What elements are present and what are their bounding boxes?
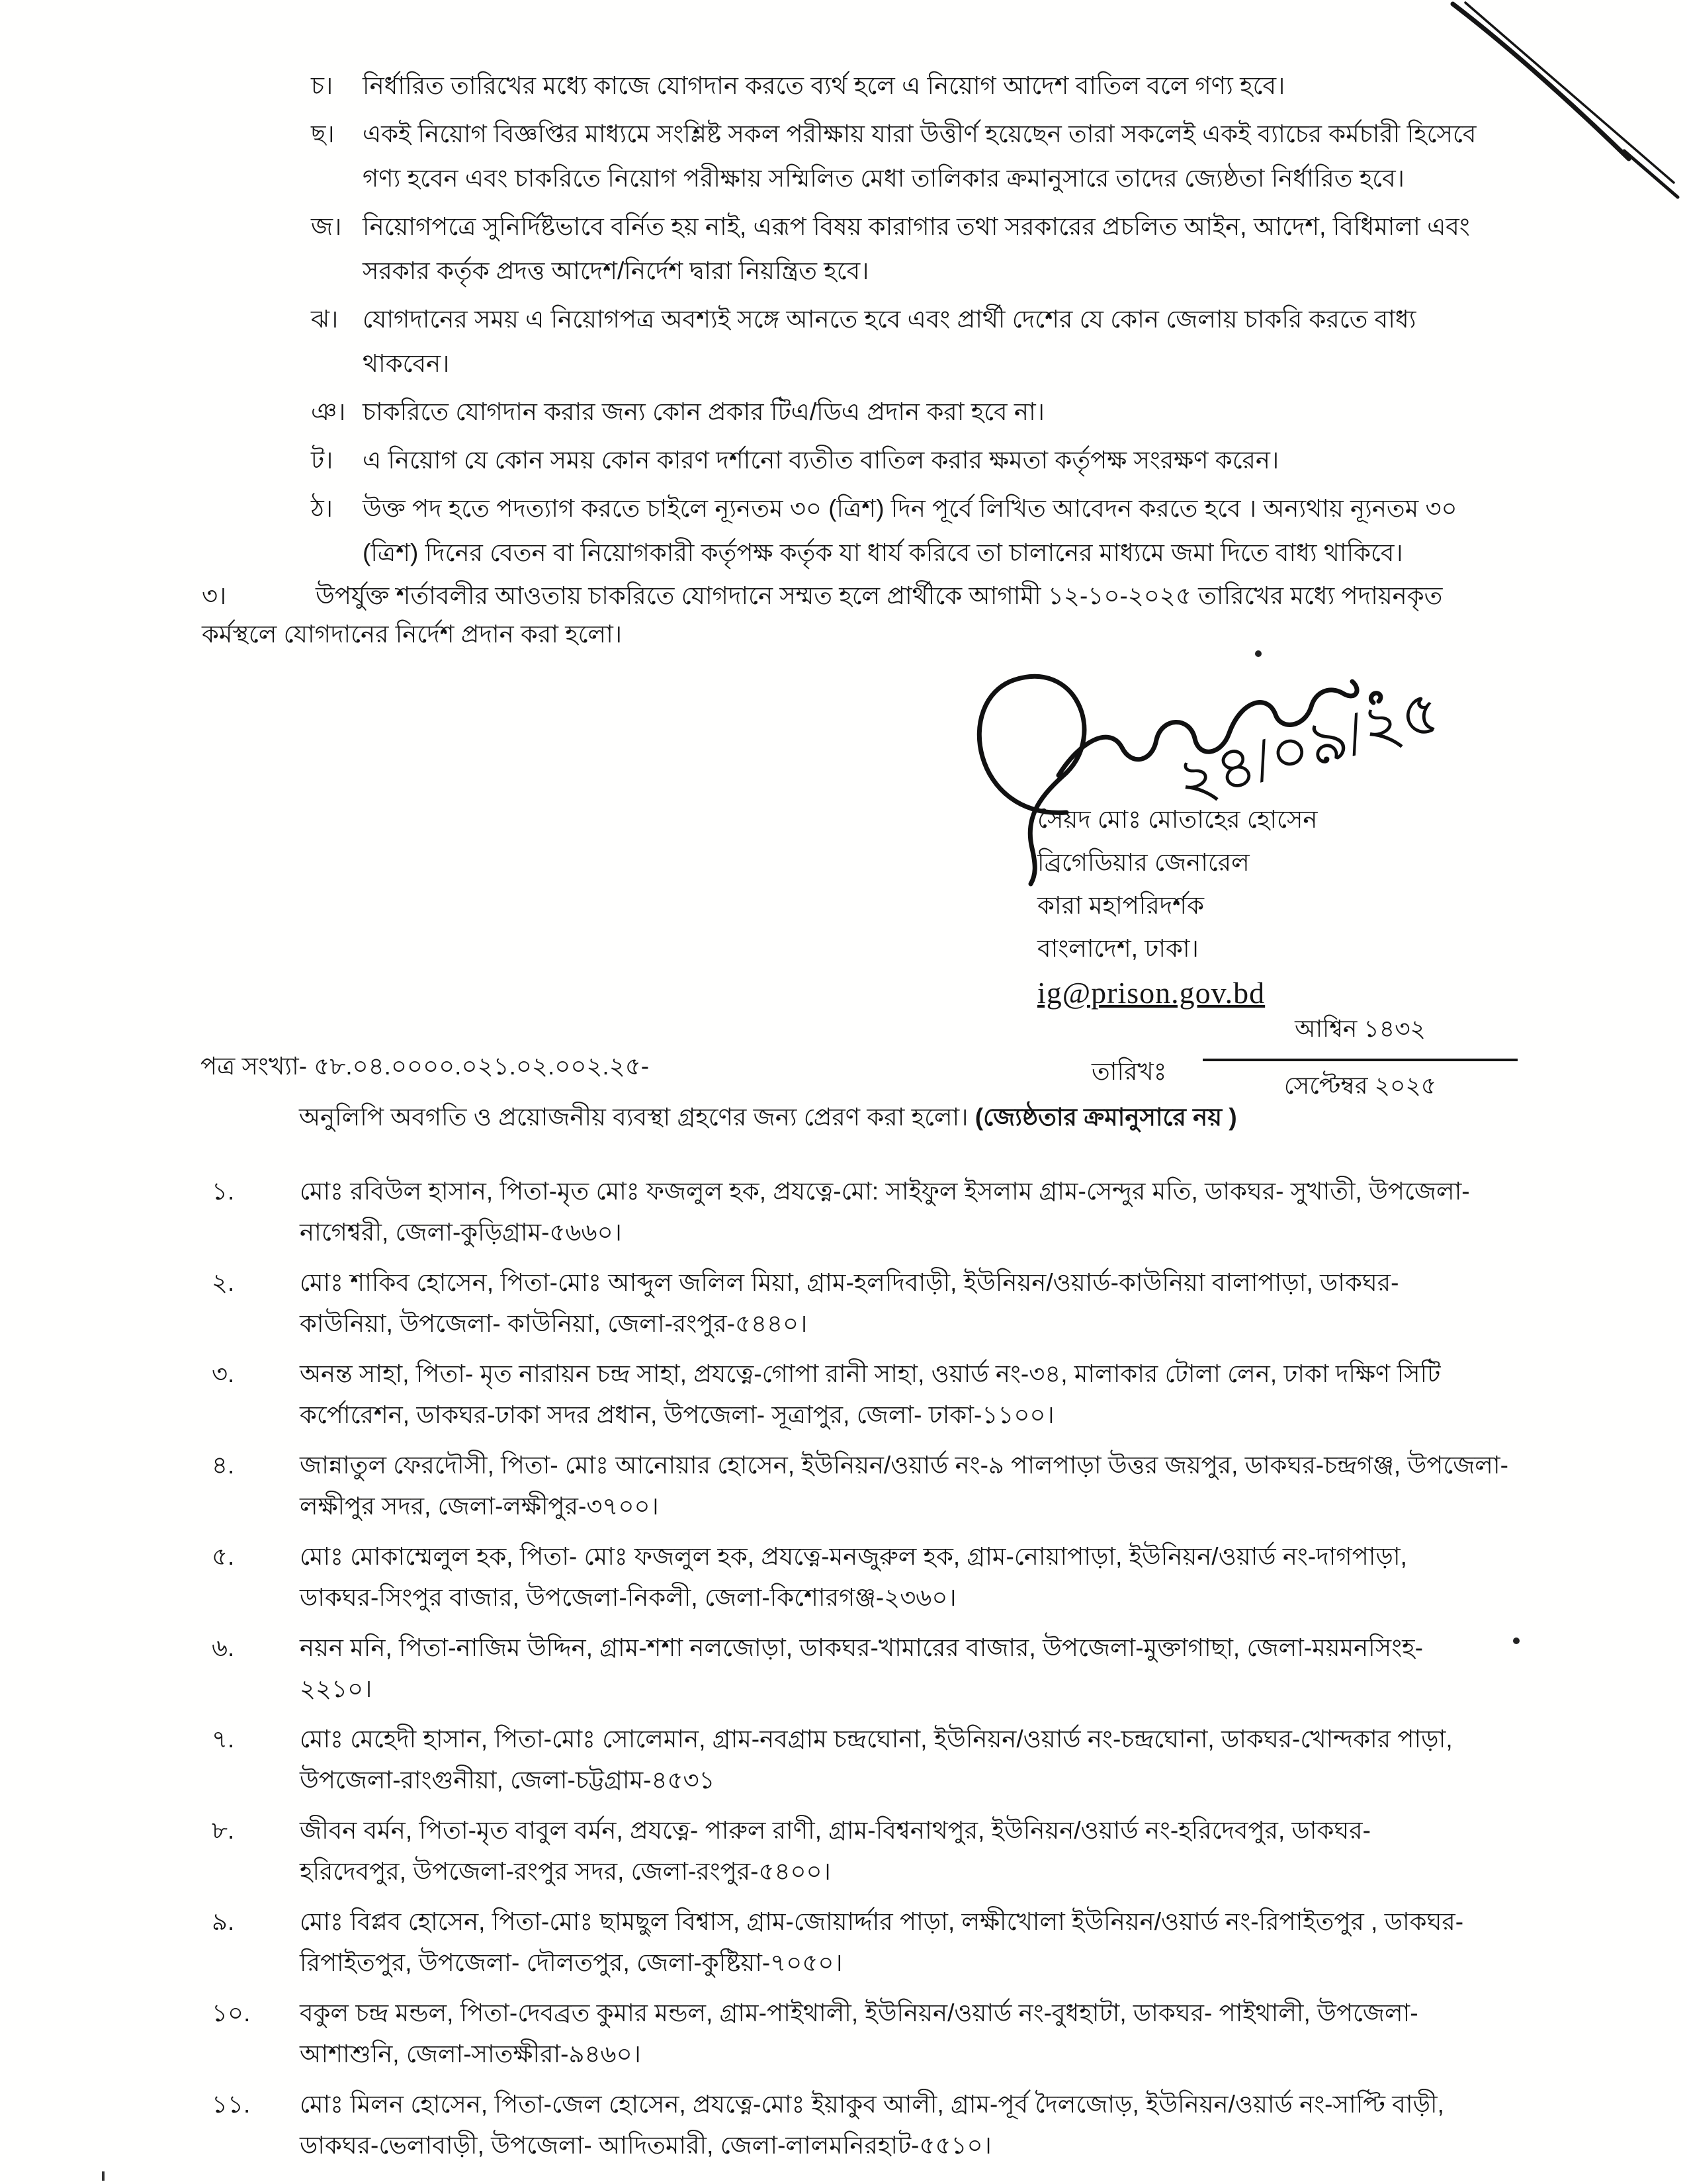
text-line: গণ্য হবেন এবং চাকরিতে নিয়োগ পরীক্ষায় সম্মিলিত মেধা তালিকার ক্রমানুসারে তাদের জ্যেষ্ঠতা নির্ধারিত হবে। xyxy=(363,165,1405,192)
copy-item-text xyxy=(300,1993,1620,2075)
condition-item xyxy=(311,390,1613,434)
text-line: মোঃ রবিউল হাসান, পিতা-মৃত মোঃ ফজলুল হক, প্রযত্নে-মো: সাইফুল ইসলাম গ্রাম-সেন্দুর মতি, ডাকঘর- সুখাতী, উপজেলা- xyxy=(300,1178,1470,1205)
text-line: (ত্রিশ) দিনের বেতন বা নিয়োগকারী কর্তৃপক্ষ কর্তৃক যা ধার্য করিবে তা চালানের মাধ্যমে জমা দিতে বাধ্য থাকিবে। xyxy=(363,539,1403,566)
copy-heading xyxy=(299,1102,1620,1133)
condition-label: ছ। xyxy=(311,120,335,148)
text-line: বকুল চন্দ্র মন্ডল, পিতা-দেবব্রত কুমার মন্ডল, গ্রাম-পাইথালী, ইউনিয়ন/ওয়ার্ড নং-বুধহাটা, ডাকঘর- পাইথালী, উপজেলা- xyxy=(300,1999,1418,2027)
copy-item-text xyxy=(300,1171,1620,1253)
bangla-date: আশ্বিন ১৪৩২ xyxy=(1203,1011,1518,1061)
condition-item xyxy=(311,204,1613,293)
text-line: মোঃ বিপ্লব হোসেন, পিতা-মোঃ ছামছুল বিশ্বাস, গ্রাম-জোয়ার্দ্দার পাড়া, লক্ষীখোলা ইউনিয়ন/ওয়ার্ড নং-রিপাইতপুর , ডাকঘর- xyxy=(300,1908,1464,1935)
condition-item xyxy=(311,112,1613,200)
text-line: জান্নাতুল ফেরদৌসী, পিতা- মোঃ আনোয়ার হোসেন, ইউনিয়ন/ওয়ার্ড নং-৯ পালপাড়া উত্তর জয়পুর, ডাকঘর-চন্দ্রগঞ্জ, উপজেলা- xyxy=(300,1452,1508,1479)
clause-number: ৩। xyxy=(202,582,227,609)
text-line: ২২১০। xyxy=(300,1675,372,1702)
date-label: তারিখঃ xyxy=(1092,1058,1167,1085)
signatory-rank: ব্রিগেডিয়ার জেনারেল xyxy=(1037,849,1250,876)
copy-item-number: ৯. xyxy=(212,1908,235,1935)
text-line: চাকরিতে যোগদান করার জন্য কোন প্রকার টিএ/ডিএ প্রদান করা হবে না। xyxy=(363,398,1045,425)
copy-list-item xyxy=(212,1810,1620,1892)
copy-item-text xyxy=(300,1536,1620,1618)
copy-item-text xyxy=(300,1628,1620,1710)
copy-item-number: ২. xyxy=(212,1269,235,1296)
copy-item-number: ৮. xyxy=(212,1817,235,1844)
condition-text xyxy=(363,297,1613,386)
text-line: একই নিয়োগ বিজ্ঞপ্তির মাধ্যমে সংশ্লিষ্ট সকল পরীক্ষায় যারা উত্তীর্ণ হয়েছেন তারা সকলেই একই ব্যাচের কর্মচারী হিসেবে xyxy=(363,120,1477,148)
condition-text xyxy=(363,486,1613,575)
text-line: উপজেলা-রাংগুনীয়া, জেলা-চট্টগ্রাম-৪৫৩১ xyxy=(300,1767,715,1794)
text-line: কর্পোরেশন, ডাকঘর-ঢাকা সদর প্রধান, উপজেলা- সূত্রাপুর, জেলা- ঢাকা-১১০০। xyxy=(300,1401,1055,1428)
copy-item-text xyxy=(300,2084,1620,2166)
text-line: ডাকঘর-ভেলাবাড়ী, উপজেলা- আদিতমারী, জেলা-লালমনিরহাট-৫৫১০। xyxy=(300,2132,992,2159)
text-line: মোঃ মিলন হোসেন, পিতা-জেল হোসেন, প্রযত্নে-মোঃ ইয়াকুব আলী, গ্রাম-পূর্ব দৈলজোড়, ইউনিয়ন/ওয়ার্ড নং-সাপ্টি বাড়ী, xyxy=(300,2091,1444,2118)
copy-item-text xyxy=(300,1354,1620,1436)
signatory-title: কারা মহাপরিদর্শক xyxy=(1037,892,1204,919)
copy-item-text xyxy=(300,1719,1620,1801)
text-line: নিয়োগপত্রে সুনির্দিষ্টভাবে বর্নিত হয় নাই, এরূপ বিষয় কারাগার তথা সরকারের প্রচলিত আইন, আদেশ, বিধিমালা এবং xyxy=(363,213,1470,240)
copy-item-number: ৪. xyxy=(212,1452,235,1479)
text-line: সরকার কর্তৃক প্রদত্ত আদেশ/নির্দেশ দ্বারা নিয়ন্ত্রিত হবে। xyxy=(363,257,869,284)
copy-list-item xyxy=(212,2084,1620,2166)
signature-block xyxy=(1037,798,1318,1016)
condition-text xyxy=(363,64,1613,108)
copy-item-number: ৭. xyxy=(212,1725,235,1753)
date-block xyxy=(1203,1011,1518,1108)
condition-label: ট। xyxy=(311,447,333,474)
copy-list-item xyxy=(212,1171,1620,1253)
text-line: যোগদানের সময় এ নিয়োগপত্র অবশ্যই সঙ্গে আনতে হবে এবং প্রার্থী দেশের যে কোন জেলায় চাকরি করতে বাধ্য xyxy=(363,306,1416,333)
copy-list-item xyxy=(212,1536,1620,1618)
handwritten-date: ২৪/০৯/২৫ xyxy=(1169,677,1449,817)
text-line: রিপাইতপুর, উপজেলা- দৌলতপুর, জেলা-কুষ্টিয়া-৭০৫০। xyxy=(300,1949,843,1976)
condition-item xyxy=(311,64,1613,108)
copy-item-number: ১০. xyxy=(212,1999,251,2027)
copy-item-number: ৫. xyxy=(212,1543,235,1570)
text-line: লক্ষীপুর সদর, জেলা-লক্ষীপুর-৩৭০০। xyxy=(300,1493,659,1520)
copy-list xyxy=(212,1171,1620,2166)
copy-list-item xyxy=(212,1901,1620,1984)
condition-label: চ। xyxy=(311,72,333,99)
text-line: অনন্ত সাহা, পিতা- মৃত নারায়ন চন্দ্র সাহা, প্রযত্নে-গোপা রানী সাহা, ওয়ার্ড নং-৩৪, মালাকার টোলা লেন, ঢাকা দক্ষিণ সিটি xyxy=(300,1360,1441,1387)
signatory-email: ig@prison.gov.bd xyxy=(1037,976,1266,1010)
copy-item-text xyxy=(300,1262,1620,1344)
text-line: এ নিয়োগ যে কোন সময় কোন কারণ দর্শানো ব্যতীত বাতিল করার ক্ষমতা কর্তৃপক্ষ সংরক্ষণ করেন। xyxy=(363,447,1279,474)
clause-text-line: কর্মস্থলে যোগদানের নির্দেশ প্রদান করা হলো। xyxy=(202,621,623,648)
condition-text xyxy=(363,438,1613,482)
copy-item-text xyxy=(300,1810,1620,1892)
gregorian-date: সেপ্টেম্বর ২০২৫ xyxy=(1283,1072,1437,1099)
copy-heading-note: (জ্যেষ্ঠতার ক্রমানুসারে নয় ) xyxy=(974,1104,1237,1131)
condition-label: ঝ। xyxy=(311,306,339,333)
copy-list-item xyxy=(212,1262,1620,1344)
copy-heading-text: অনুলিপি অবগতি ও প্রয়োজনীয় ব্যবস্থা গ্রহণের জন্য প্রেরণ করা হলো। xyxy=(299,1104,975,1131)
distribution-section xyxy=(212,1102,1620,2175)
clause-3 xyxy=(202,577,1610,654)
signatory-place: বাংলাদেশ, ঢাকা। xyxy=(1037,935,1199,962)
text-line: থাকবেন। xyxy=(363,350,450,377)
condition-text xyxy=(363,390,1613,434)
text-line: কাউনিয়া, উপজেলা- কাউনিয়া, জেলা-রংপুর-৫৪৪০। xyxy=(300,1310,808,1337)
copy-item-number: ১১. xyxy=(212,2091,251,2118)
text-line: নাগেশ্বরী, জেলা-কুড়িগ্রাম-৫৬৬০। xyxy=(300,1219,622,1246)
clause-text-line: উপর্যুক্ত শর্তাবলীর আওতায় চাকরিতে যোগদানে সম্মত হলে প্রার্থীকে আগামী ১২-১০-২০২৫ তারিখের মধ্যে পদায়নকৃত xyxy=(316,582,1443,609)
clause-3-first-line xyxy=(202,577,1610,615)
stray-tick xyxy=(102,2171,105,2181)
condition-text xyxy=(363,204,1613,293)
conditions-list xyxy=(311,64,1613,579)
condition-text xyxy=(363,112,1613,200)
copy-list-item xyxy=(212,1719,1620,1801)
text-line: আশাশুনি, জেলা-সাতক্ষীরা-৯৪৬০। xyxy=(300,2040,641,2068)
copy-item-number: ৩. xyxy=(212,1360,235,1387)
copy-item-number: ৬. xyxy=(212,1634,235,1661)
condition-label: ঠ। xyxy=(311,495,333,522)
copy-item-text xyxy=(300,1445,1620,1527)
text-line: হরিদেবপুর, উপজেলা-রংপুর সদর, জেলা-রংপুর-৫৪০০। xyxy=(300,1858,831,1885)
condition-item xyxy=(311,297,1613,386)
text-line: মোঃ মোকাম্মেলুল হক, পিতা- মোঃ ফজলুল হক, প্রযত্নে-মনজুরুল হক, গ্রাম-নোয়াপাড়া, ইউনিয়ন/ওয়ার্ড নং-দাগপাড়া, xyxy=(300,1543,1407,1570)
condition-item xyxy=(311,486,1613,575)
text-line: নির্ধারিত তারিখের মধ্যে কাজে যোগদান করতে ব্যর্থ হলে এ নিয়োগ আদেশ বাতিল বলে গণ্য হবে। xyxy=(363,72,1285,99)
text-line: উক্ত পদ হতে পদত্যাগ করতে চাইলে ন্যূনতম ৩০ (ত্রিশ) দিন পূর্বে লিখিত আবেদন করতে হবে । অন্যথায় ন্যূনতম ৩০ xyxy=(363,495,1457,522)
text-line: মোঃ মেহেদী হাসান, পিতা-মোঃ সোলেমান, গ্রাম-নবগ্রাম চন্দ্রঘোনা, ইউনিয়ন/ওয়ার্ড নং-চন্দ্রঘোনা, ডাকঘর-খোন্দকার পাড়া, xyxy=(300,1725,1453,1753)
letter-number: পত্র সংখ্যা- ৫৮.০৪.০০০০.০২১.০২.০০২.২৫- xyxy=(200,1053,650,1080)
copy-list-item xyxy=(212,1993,1620,2075)
signatory-name: সৈয়দ মোঃ মোতাহের হোসেন xyxy=(1037,806,1318,833)
text-line: জীবন বর্মন, পিতা-মৃত বাবুল বর্মন, প্রযত্নে- পারুল রাণী, গ্রাম-বিশ্বনাথপুর, ইউনিয়ন/ওয়ার্ড নং-হরিদেবপুর, ডাকঘর- xyxy=(300,1817,1371,1844)
text-line: মোঃ শাকিব হোসেন, পিতা-মোঃ আব্দুল জলিল মিয়া, গ্রাম-হলদিবাড়ী, ইউনিয়ন/ওয়ার্ড-কাউনিয়া বালাপাড়া, ডাকঘর- xyxy=(300,1269,1399,1296)
copy-list-item xyxy=(212,1445,1620,1527)
copy-item-number: ১. xyxy=(212,1178,235,1205)
copy-list-item xyxy=(212,1628,1620,1710)
condition-label: জ। xyxy=(311,213,342,240)
copy-item-text xyxy=(300,1901,1620,1984)
condition-item xyxy=(311,438,1613,482)
copy-list-item xyxy=(212,1354,1620,1436)
text-line: নয়ন মনি, পিতা-নাজিম উদ্দিন, গ্রাম-শশা নলজোড়া, ডাকঘর-খামারের বাজার, উপজেলা-মুক্তাগাছা, জেলা-ময়মনসিংহ- xyxy=(300,1634,1423,1661)
text-line: ডাকঘর-সিংপুর বাজার, উপজেলা-নিকলী, জেলা-কিশোরগঞ্জ-২৩৬০। xyxy=(300,1584,957,1611)
condition-label: ঞ। xyxy=(311,398,346,425)
